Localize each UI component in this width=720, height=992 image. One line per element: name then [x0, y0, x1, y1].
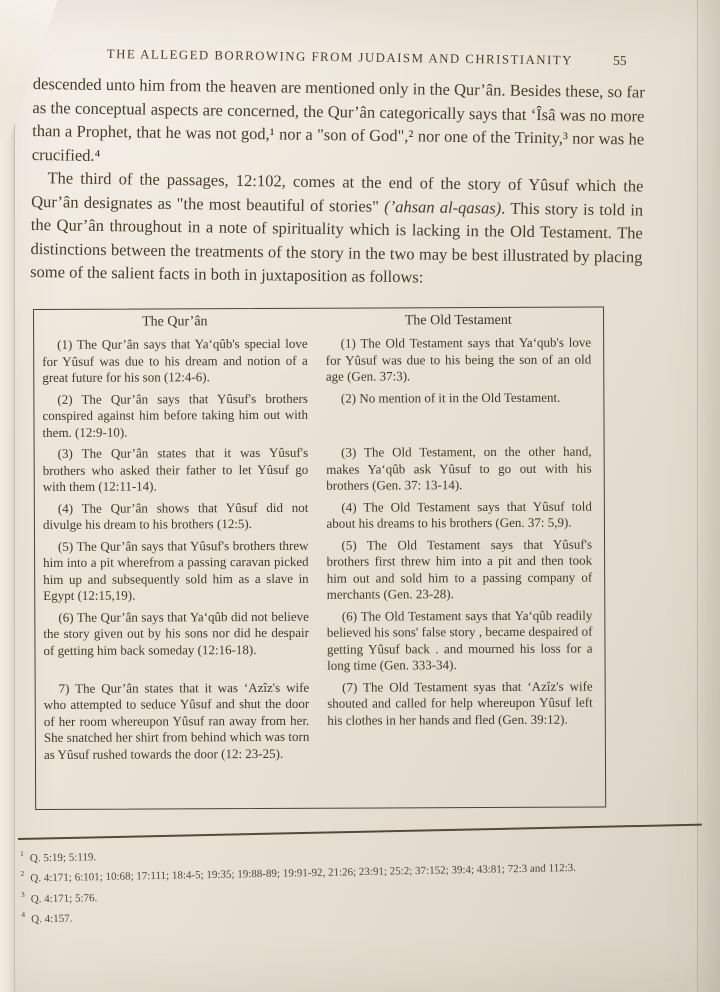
table-cell-old-testament-1: (1) The Old Testament says that Ya‘qub's love for Yûsuf was due to his being the son of an old age (Gen. 37:3).: [325, 334, 592, 384]
comparison-columns: [42, 313, 593, 763]
table-cell-quran-1: (1) The Qur’ân says that Ya‘qûb's special love for Yûsuf was due to his dream and notion of a great future for his son (12:4-6).: [42, 335, 308, 385]
footnotes: [20, 834, 705, 929]
table-cell-old-testament-2: (2) No mention of it in the Old Testament.: [340, 389, 561, 406]
footnote-marker-1: 1: [20, 848, 24, 858]
footnote-text-2: Q. 4:171; 6:101; 10:68; 17:111; 18:4-5; 19:35; 19:88-89; 19:91-92, 21:26; 23:91; 25:2; 37:152; 39:4; 43:81; 72:3 and 112:3.: [30, 862, 577, 885]
table-cell-quran-6: (6) The Qur’ân says that Ya‘qûb did not believe the story given out by his sons nor did he despair of getting him back someday (12:16-18).: [43, 608, 309, 658]
paragraph-second-italic: (’ahsan al-qasas): [384, 196, 502, 218]
table-cell-quran-5: (5) The Qur’ân says that Yûsuf's brothers threw him into a pit wherefrom a passing caravan picked him up and subsequently sold him as a slave in Egypt (12:15,19).: [43, 537, 309, 603]
table-cell-old-testament-7: (7) The Old Testament syas that ‘Azîz's wife shouted and called for help whereupon Yûsuf left his clothes in her hands and fled (Gen. 39:12).: [327, 678, 593, 728]
page-number: 55: [612, 52, 627, 69]
body-text: [30, 72, 645, 292]
column-header-old-testament: The Old Testament: [404, 312, 512, 329]
comparison-table: [33, 307, 606, 810]
table-cell-old-testament-4: (4) The Old Testament says that Yûsuf told about his dreams to his brothers (Gen. 37: 5,9).: [326, 498, 592, 531]
footnote-text-4: Q. 4:157.: [31, 913, 73, 926]
table-cell-old-testament-3: (3) The Old Testament, on the other hand, makes Ya‘qûb ask Yûsuf to go out with his brothers (Gen. 37: 13-14).: [326, 443, 592, 493]
paragraph-continuation: descended unto him from the heaven are mentioned only in the Qur’ân. Besides these, so far as the conceptual aspects are concerned, the Qur’ân categorically says that ‘Îsâ was no more than a Prophet, that he was not god,¹ nor a "son of God",² nor one of the Trinity,³ nor was he crucified.⁴: [31, 73, 645, 165]
paragraph-second-pre: The third of the passages, 12:102, comes at the end of the story of Yûsuf which the Qur’ân designates as "the most beautiful of stories": [31, 168, 644, 216]
footnote-marker-3: 3: [20, 889, 25, 899]
page-fore-edge: [0, 0, 15, 992]
table-cell-old-testament-5: (5) The Old Testament says that Yûsuf's brothers first threw him into a pit and then took him out and sold him to a passing company of merchants (Gen. 23-28).: [326, 536, 593, 602]
table-cell-quran-7: 7) The Qur’ân states that it was ‘Azîz's wife who attempted to seduce Yûsuf and shut the door of her room whereupon Yûsuf ran away from her. She snatched her shirt from behind which was torn as Yûsuf rushed towards the door (12: 23-25).: [43, 679, 310, 762]
table-cell-quran-4: (4) The Qur’ân shows that Yûsuf did not divulge his dream to his brothers (12:5).: [42, 499, 309, 532]
paragraph-second: [30, 166, 644, 292]
column-header-quran: The Qur’ân: [142, 314, 208, 330]
running-header: THE ALLEGED BORROWING FROM JUDAISM AND CHRISTIANITY: [106, 46, 573, 68]
footnote-marker-2: 2: [20, 869, 25, 879]
table-cell-old-testament-6: (6) The Old Testament says that Ya‘qûb readily believed his sons' false story , became despaired of getting Yûsuf back . and mourned his loss for a long time (Gen. 333-34).: [326, 607, 593, 673]
table-cell-quran-3: (3) The Qur’ân states that it was Yûsuf's brothers who asked their father to let Yûsuf go with them (12:11-14).: [42, 444, 309, 494]
footnote-marker-4: 4: [21, 910, 26, 920]
paragraph-second-post: . This story is told in the Qur’ân throughout in a note of spirituality which is lacking in the Old Testament. The distinctions between the treatments of the story in the two may be best illustrated by placing some of the salient facts in both in juxtaposition as follows:: [30, 198, 644, 287]
footnote-text-3: Q. 4:171; 5:76.: [30, 892, 98, 906]
footnote-text-1: Q. 5:19; 5:119.: [29, 851, 97, 865]
table-cell-quran-2: (2) The Qur’ân says that Yûsuf's brothers conspired against him before taking him out with them. (12:9-10).: [42, 390, 308, 440]
